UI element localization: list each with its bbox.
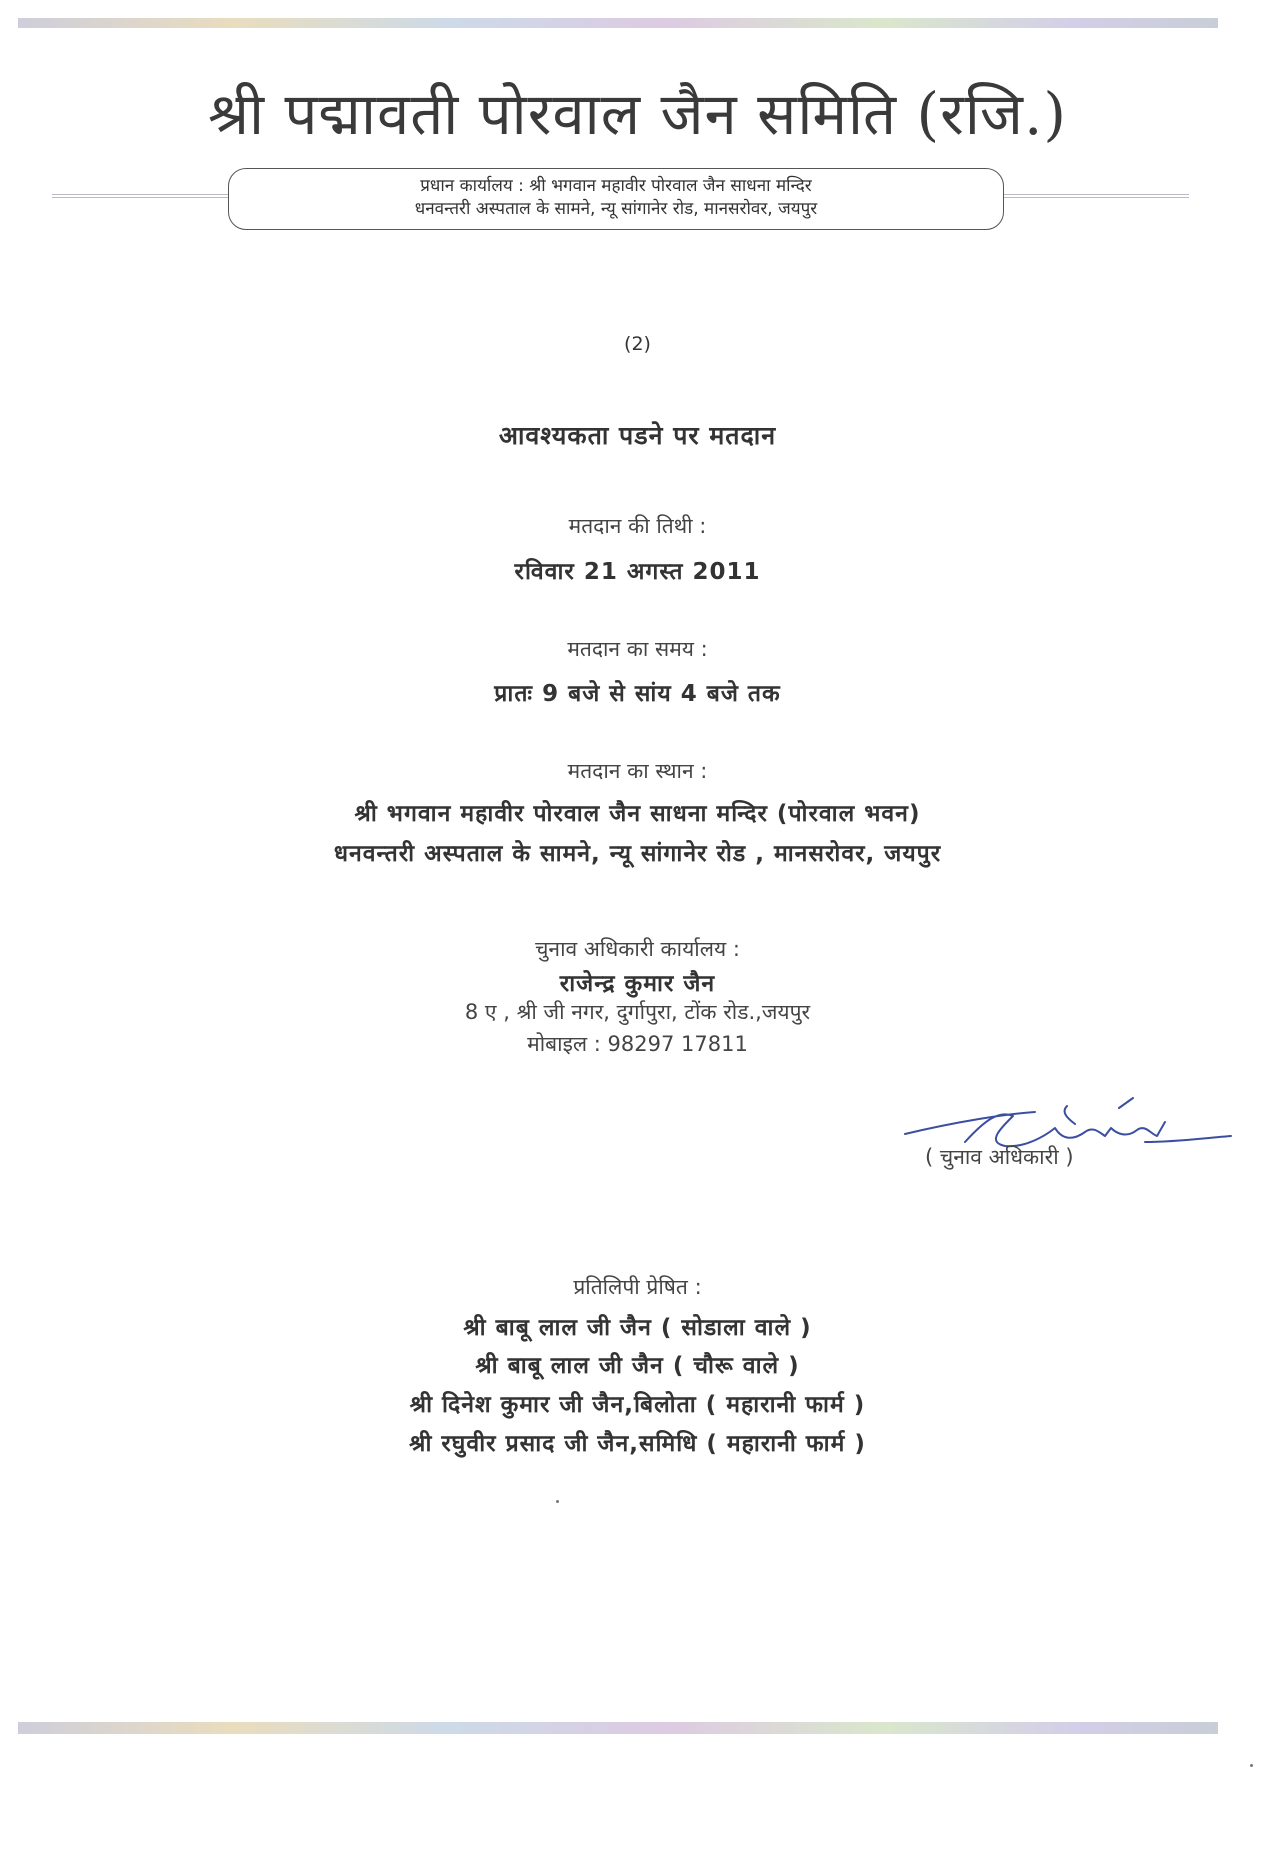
left-decorative-rule	[52, 194, 228, 200]
poll-place-label: मतदान का स्थान :	[567, 759, 708, 783]
election-office-mobile: मोबाइल : 98297 17811	[527, 1032, 748, 1056]
election-office-address: 8 ए , श्री जी नगर, दुर्गापुरा, टोंक रोड.,जयपुर	[464, 1000, 811, 1024]
office-address-line-2: धनवन्तरी अस्पताल के सामने, न्यू सांगानेर रोड, मानसरोवर, जयपुर	[414, 199, 818, 219]
copies-label: प्रतिलिपी प्रेषित :	[573, 1275, 702, 1299]
organization-name: श्री पद्मावती पोरवाल जैन समिति (रजि.)	[207, 80, 1068, 148]
notice-heading: आवश्यकता पडने पर मतदान	[498, 421, 777, 450]
election-office-label: चुनाव अधिकारी कार्यालय :	[535, 937, 740, 961]
poll-place-line-1: श्री भगवान महावीर पोरवाल जैन साधना मन्दिर (पोरवाल भवन)	[354, 801, 921, 827]
election-officer-name: राजेन्द्र कुमार जैन	[559, 971, 716, 997]
poll-time-value: प्रातः 9 बजे से सांय 4 बजे तक	[494, 681, 781, 707]
copy-recipient-4: श्री रघुवीर प्रसाद जी जैन,समिधि ( महारानी फार्म )	[409, 1431, 866, 1457]
poll-time-label: मतदान का समय :	[567, 637, 708, 661]
poll-place-line-2: धनवन्तरी अस्पताल के सामने, न्यू सांगानेर रोड , मानसरोवर, जयपुर	[333, 841, 942, 867]
page-number: (2)	[624, 333, 651, 355]
signature-caption: ( चुनाव अधिकारी )	[925, 1145, 1074, 1169]
copy-recipient-1: श्री बाबू लाल जी जैन ( सोडाला वाले )	[463, 1315, 812, 1341]
copy-recipient-3: श्री दिनेश कुमार जी जैन,बिलोता ( महारानी फार्म )	[409, 1392, 866, 1418]
office-address-line-1: प्रधान कार्यालय : श्री भगवान महावीर पोरवाल जैन साधना मन्दिर	[420, 176, 812, 196]
bottom-decorative-band	[18, 1722, 1218, 1734]
office-address-box	[228, 168, 1004, 230]
copy-recipient-2: श्री बाबू लाल जी जैन ( चौरू वाले )	[475, 1353, 800, 1379]
poll-date-label: मतदान की तिथी :	[568, 514, 707, 538]
poll-date-value: रविवार 21 अगस्त 2011	[514, 559, 761, 585]
top-decorative-band	[18, 18, 1218, 28]
scan-speck	[1250, 1764, 1253, 1767]
right-decorative-rule	[1004, 194, 1189, 200]
scan-speck	[556, 1500, 559, 1503]
